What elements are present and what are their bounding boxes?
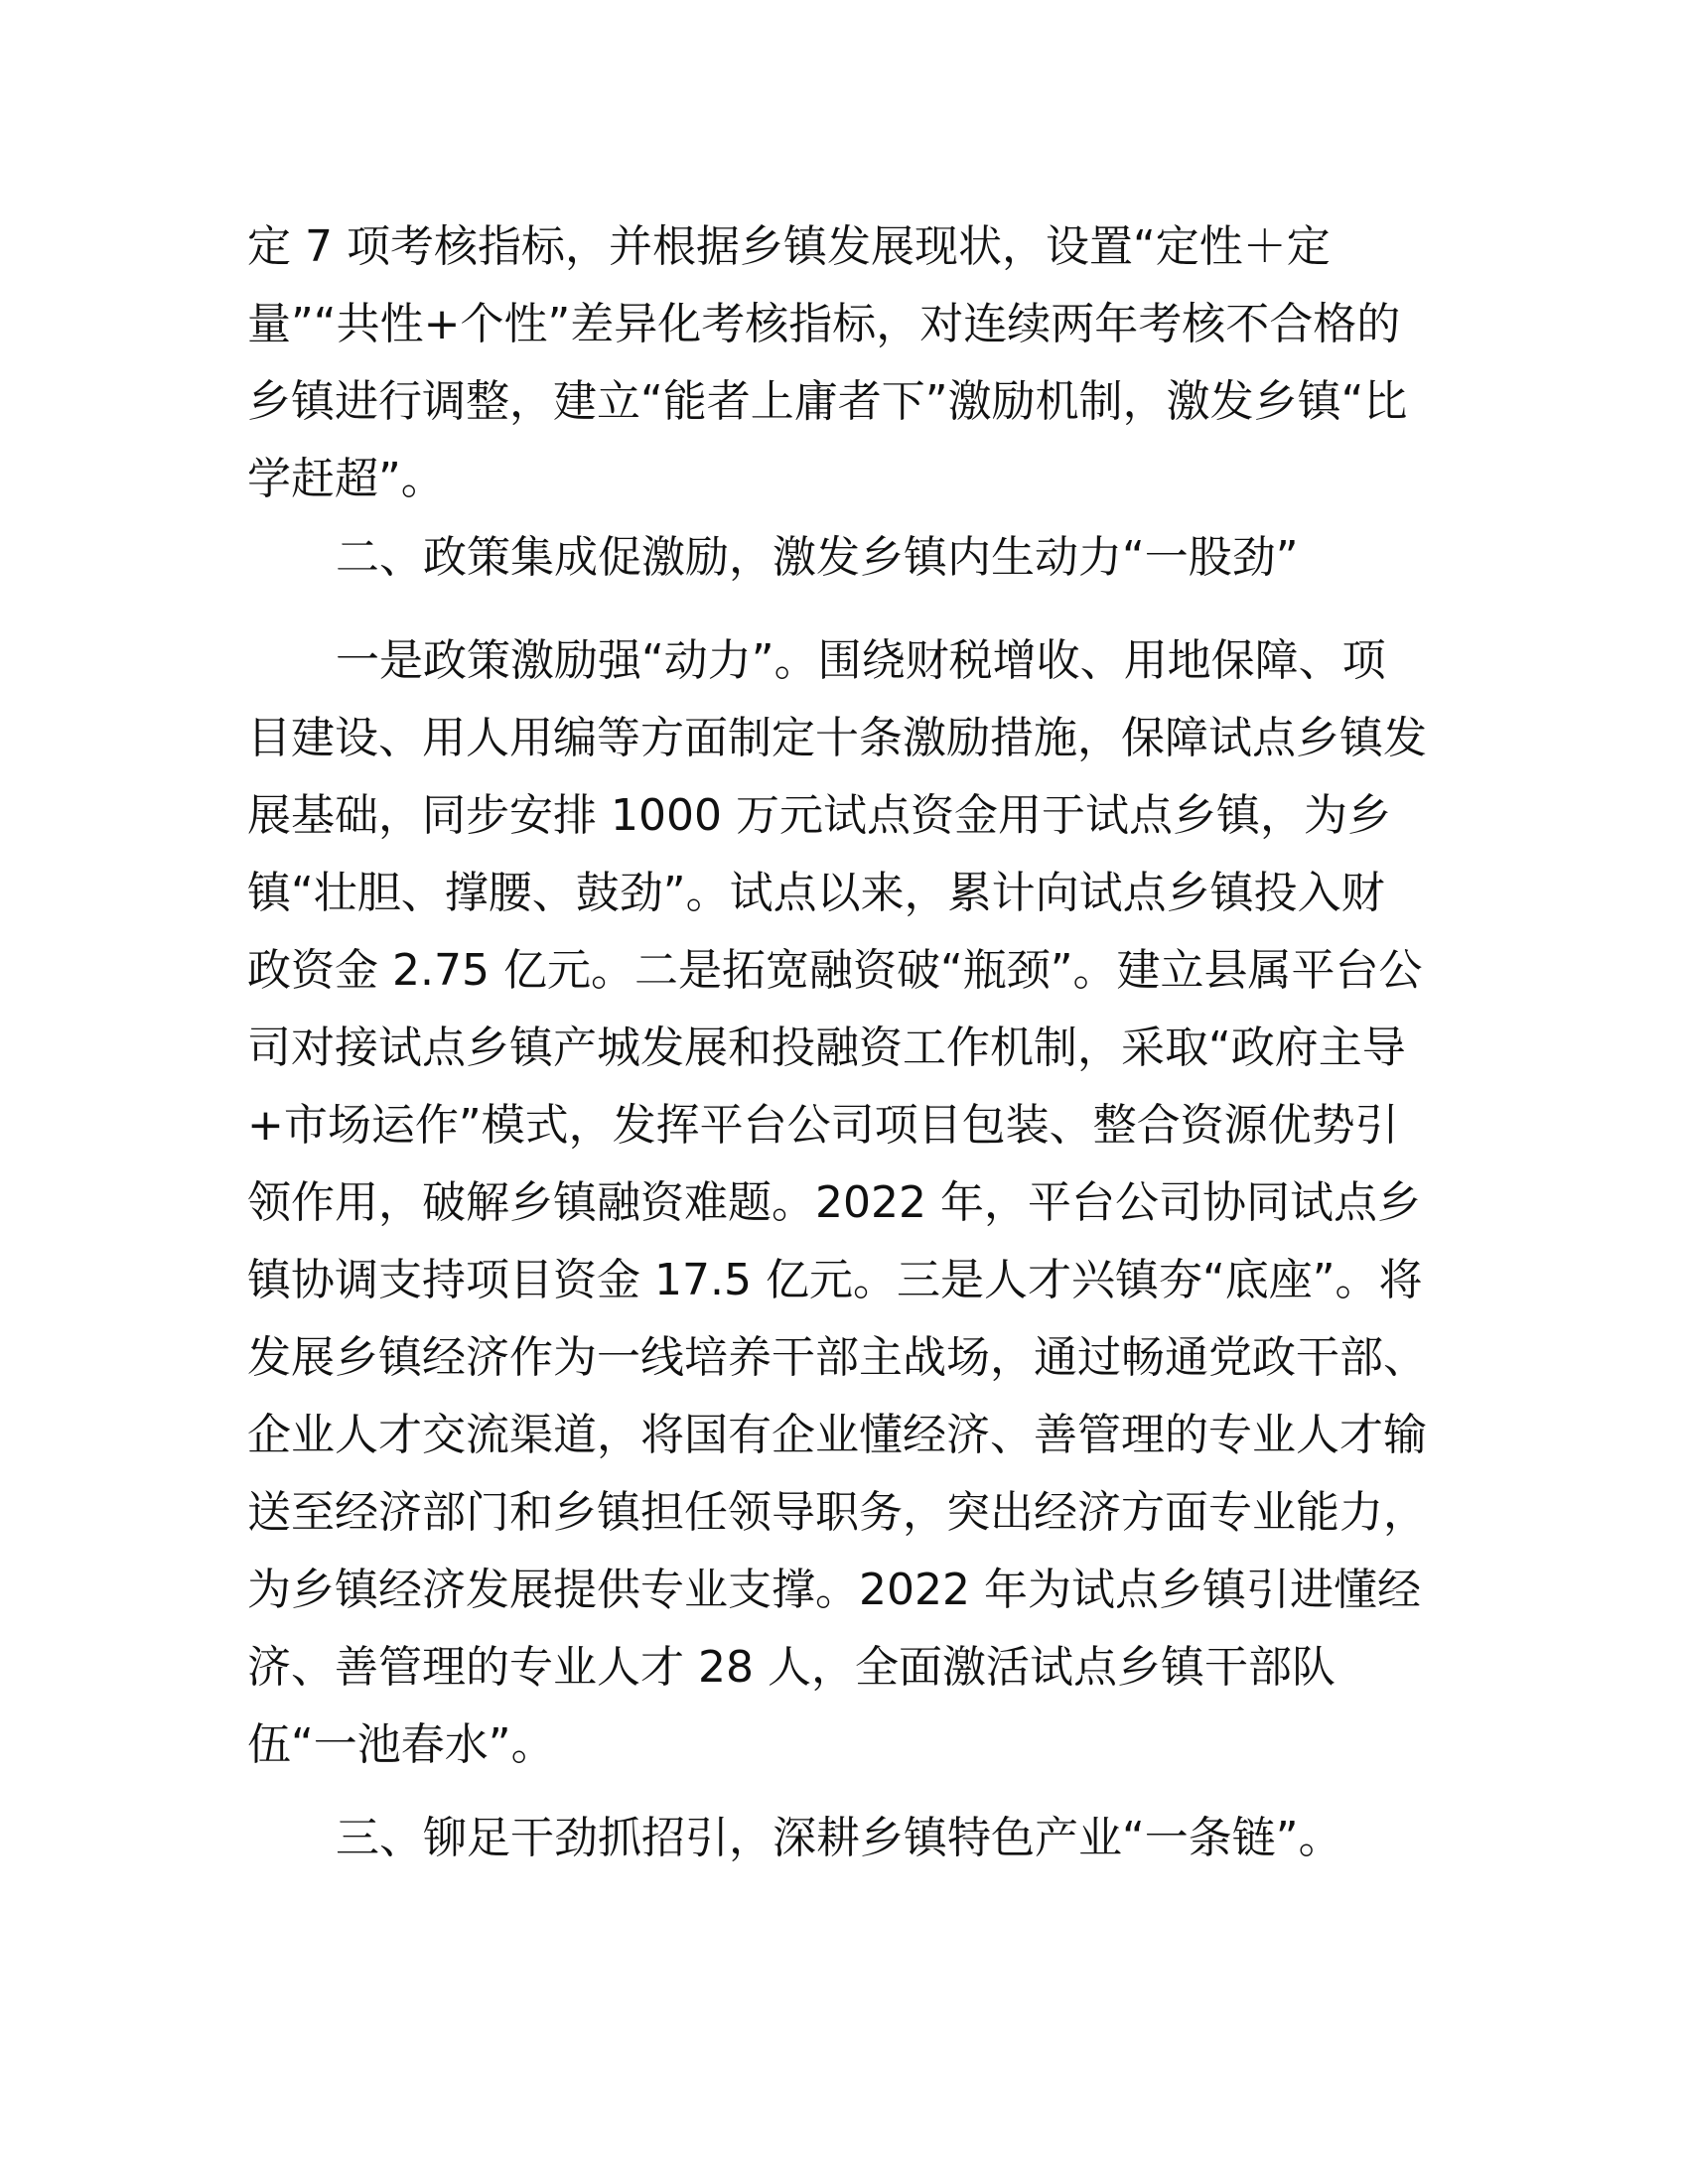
paragraph-line: 定 7 项考核指标，并根据乡镇发展现状，设置“定性＋定 <box>247 221 1331 272</box>
paragraph-line: 送至经济部门和乡镇担任领导职务，突出经济方面专业能力， <box>247 1487 1427 1538</box>
section-heading-3: 三、铆足干劲抓招引，深耕乡镇特色产业“一条链”。 <box>336 1813 1342 1863</box>
paragraph-line: 为乡镇经济发展提供专业支撑。2022 年为试点乡镇引进懂经 <box>247 1565 1421 1615</box>
paragraph-line: 一是政策激励强“动力”。围绕财税增收、用地保障、项 <box>336 635 1386 686</box>
section-heading-2: 二、政策集成促激励，激发乡镇内生动力“一股劲” <box>336 532 1299 583</box>
paragraph-line: 量”“共性+个性”差异化考核指标，对连续两年考核不合格的 <box>247 299 1401 349</box>
paragraph-line: +市场运作”模式，发挥平台公司项目包装、整合资源优势引 <box>247 1100 1399 1151</box>
paragraph-line: 伍“一池春水”。 <box>247 1719 555 1770</box>
paragraph-line: 发展乡镇经济作为一线培养干部主战场，通过畅通党政干部、 <box>247 1332 1427 1383</box>
paragraph-line: 目建设、用人用编等方面制定十条激励措施，保障试点乡镇发 <box>247 713 1427 763</box>
paragraph-line: 企业人才交流渠道，将国有企业懂经济、善管理的专业人才输 <box>247 1410 1427 1460</box>
paragraph-line: 镇“壮胆、撑腰、鼓劲”。试点以来，累计向试点乡镇投入财 <box>247 868 1385 918</box>
paragraph-line: 镇协调支持项目资金 17.5 亿元。三是人才兴镇夯“底座”。将 <box>247 1255 1423 1305</box>
paragraph-line: 展基础，同步安排 1000 万元试点资金用于试点乡镇，为乡 <box>247 790 1391 841</box>
paragraph-policy-incentives <box>247 622 1439 1784</box>
paragraph-line: 领作用，破解乡镇融资难题。2022 年，平台公司协同试点乡 <box>247 1177 1421 1228</box>
paragraph-line: 济、善管理的专业人才 28 人，全面激活试点乡镇干部队 <box>247 1642 1336 1693</box>
paragraph-continuation <box>247 208 1439 518</box>
paragraph-line: 学赶超”。 <box>247 454 445 504</box>
paragraph-line: 司对接试点乡镇产城发展和投融资工作机制，采取“政府主导 <box>247 1023 1406 1073</box>
paragraph-line: 乡镇进行调整，建立“能者上庸者下”激励机制，激发乡镇“比 <box>247 376 1408 427</box>
paragraph-line: 政资金 2.75 亿元。二是拓宽融资破“瓶颈”。建立县属平台公 <box>247 945 1423 996</box>
